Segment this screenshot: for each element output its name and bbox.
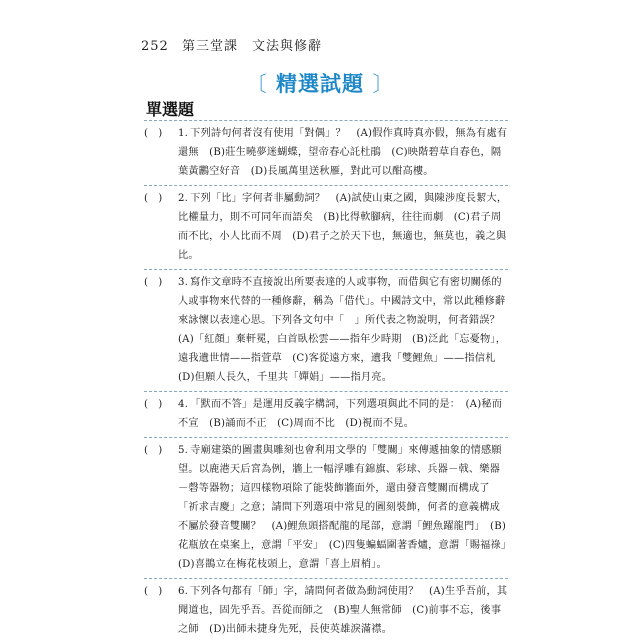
page-number: 252 (141, 39, 169, 54)
section-title (0, 68, 640, 98)
question-text: 下列「比」字何者非屬動詞？ (A)試使山東之國，與陳涉度長絜大，比權量力，則不可同年而語矣 (B)比得軟腳病，往往而劇 (C)君子周而不比，小人比而不周 (D)君子之於天下也，無適也，無莫也，義之與比。 (178, 193, 508, 261)
single-choice-heading: 單選題 (146, 100, 195, 119)
answer-paren-left: ( (144, 445, 149, 456)
answer-paren-left: ( (144, 277, 149, 288)
answer-blank[interactable] (144, 189, 162, 208)
question-item (144, 578, 508, 643)
question-number: 4. (178, 399, 189, 410)
question-item (144, 269, 511, 391)
question-number: 3. (178, 277, 189, 288)
question-number: 1. (178, 128, 189, 139)
answer-paren-right: ) (158, 277, 163, 288)
chapter-title: 第三堂課 文法與修辭 (181, 39, 322, 54)
answer-blank[interactable] (144, 395, 162, 414)
answer-paren-left: ( (144, 586, 149, 597)
question-item (144, 185, 508, 269)
answer-blank[interactable] (144, 582, 162, 601)
answer-paren-right: ) (158, 399, 163, 410)
question-number: 2. (178, 193, 189, 204)
answer-paren-left: ( (144, 193, 149, 204)
answer-paren-right: ) (158, 445, 163, 456)
answer-blank[interactable] (144, 441, 162, 460)
section-title-text: 精選試題 (276, 72, 364, 96)
answer-paren-left: ( (144, 399, 149, 410)
question-text: 下列詩句何者沒有使用「對偶」？ (A)假作真時真亦假，無為有處有還無 (B)莊生曉夢迷蝴蝶，望帝春心託杜鵑 (C)映階碧草自春色，隔葉黃鸝空好音 (D)長風萬里送秋雁，對此可以酣高樓。 (178, 128, 508, 177)
answer-blank[interactable] (144, 273, 162, 292)
answer-paren-right: ) (158, 193, 163, 204)
answer-blank[interactable] (144, 124, 162, 143)
question-text: 「默而不答」是運用反義字構詞，下列選項與此不同的是： (A)秘而不宣 (B)誦而不正 (C)周而不比 (D)視而不見。 (178, 399, 503, 429)
running-head (141, 35, 322, 54)
question-item (144, 120, 508, 185)
question-text: 寺廟建築的圖畫與雕刻也會利用文學的「雙關」來傳遞抽象的情感願望。以鹿港天后宮為例，牆上一幅浮雕有錦旗、彩球、兵器－戟、樂器－磬等器物；這四樣物項除了能裝飾牆面外，還由發音雙關而構成了「祈求吉慶」之意；請問下列選項中常見的圖刻裝飾，何者的意義構成不屬於發音雙關？ (A)鯉魚頭搭配龍的尾部，意謂「鯉魚躍龍門」 (B)花瓶放在桌案上，意謂「平安」 (C)四隻蝙蝠圍著香爐，意謂「賜福祿」 (D)喜鵲立在梅花枝頭上，意謂「喜上眉梢」。 (178, 445, 517, 570)
question-list (144, 120, 517, 643)
question-item (144, 437, 517, 578)
question-number: 5. (178, 445, 189, 456)
question-item (144, 391, 508, 437)
question-text: 寫作文章時不直接說出所要表達的人或事物，而借與它有密切關係的人或事物來代替的一種修辭，稱為「借代」。中國詩文中，常以此種修辭來詠懷以表達心思。下列各文句中「 」所代表之物說明，何者錯誤？ (A)「紅顏」棄軒冕，白首臥松雲——指年少時期 (B)泛此「忘憂物」，遠我遺世情——指萱草 (C)客從遠方來，遺我「雙鯉魚」——指信札 (D)但願人長久，千里共「嬋娟」——指月亮。 (178, 277, 511, 383)
answer-paren-right: ) (158, 128, 163, 139)
question-number: 6. (178, 586, 189, 597)
question-text: 下列各句都有「師」字，請問何者做為動詞使用？ (A)生乎吾前，其聞道也，固先乎吾。吾從而師之 (B)聖人無常師 (C)前事不忘，後事之師 (D)出師未捷身先死，長使英雄淚滿襟。 (178, 586, 508, 635)
section-title-open-bracket: 〔 (245, 72, 268, 96)
answer-paren-right: ) (158, 586, 163, 597)
answer-paren-left: ( (144, 128, 149, 139)
section-title-close-bracket: 〕 (372, 72, 395, 96)
